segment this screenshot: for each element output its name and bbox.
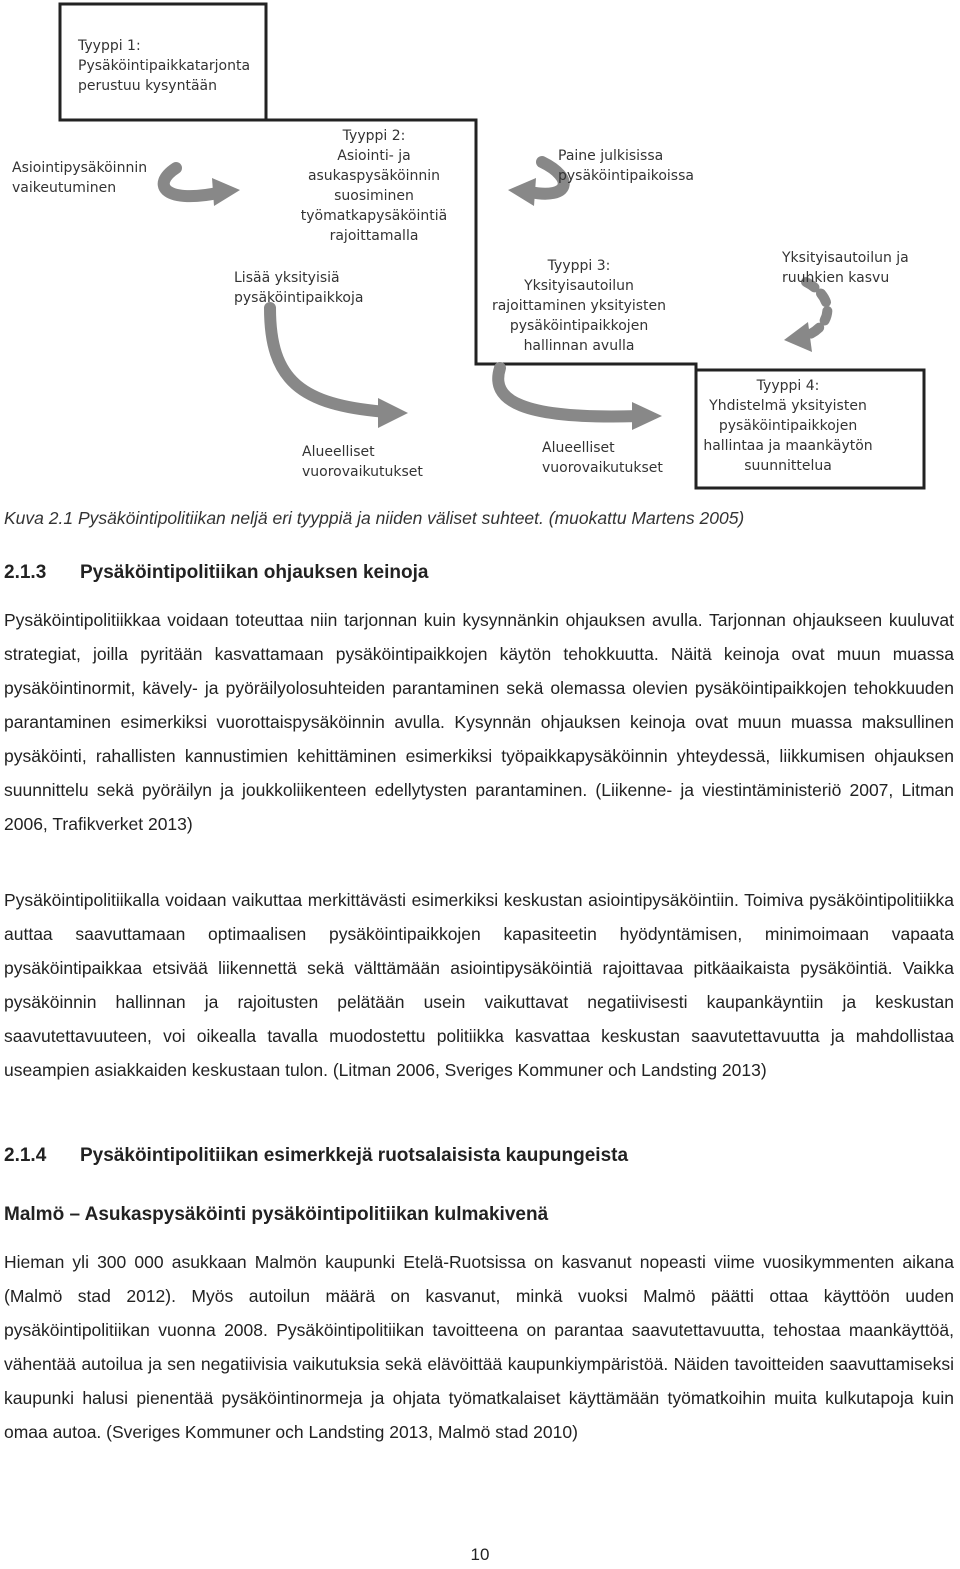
- section-title: Pysäköintipolitiikan ohjauksen keinoja: [80, 562, 429, 583]
- page-number: 10: [470, 1545, 490, 1564]
- section-heading-2-1-4: [4, 1145, 628, 1167]
- arrow-lisaa: [270, 308, 386, 412]
- figure-parking-policy-types: [0, 0, 960, 500]
- arrow-lisaa-head: [378, 398, 408, 428]
- paragraph-3: Hieman yli 300 000 asukkaan Malmön kaupunki Etelä-Ruotsissa on kasvanut nopeasti viime vuosikymmenten aikana (Malmö stad 2012). Myös autoilun määrä on kasvanut, minkä vuoksi Malmö päätti ottaa käyttöön uuden pysäköintipolitiikan vuonna 2008. Pysäköintipolitiikan tavoitteena on parantaa saavutettavuutta, tehostaa maankäyttöä, vähentää autoilua ja sen negatiivisia vaikutuksia sekä elävöittää kaupunkiympäristöä. Näiden tavoitteiden saavuttamiseksi kaupunki halusi pienentää pysäköintinormeja ja ohjata työmatkalaiset käyttämään työmatkoihin muita kulkutapoja kuin omaa autoa. (Sveriges Kommuner och Landsting 2013, Malmö stad 2010): [4, 1252, 954, 1442]
- arrow-alue2: [498, 368, 640, 417]
- label-asiointi-vaikeutuminen: Asiointipysäköinnin vaikeutuminen: [12, 160, 148, 196]
- section-title: Pysäköintipolitiikan esimerkkejä ruotsalaisista kaupungeista: [80, 1145, 629, 1166]
- section-number: 2.1.4: [4, 1145, 47, 1166]
- section-number: 2.1.3: [4, 562, 47, 583]
- arrow-alue2-head: [632, 402, 662, 430]
- label-paine-julkisissa: Paine julkisissa pysäköintipaikoissa: [558, 148, 694, 184]
- paragraph-2: Pysäköintipolitiikalla voidaan vaikuttaa merkittävästi esimerkiksi keskustan asiointipysäköintiin. Toimiva pysäköintipolitiikka auttaa saavuttamaan optimaalisen pysäköintipaikkojen kapasiteetin hyödyntämisen, minimoimaan vapaata pysäköintipaikkaa etsivää liikennettä sekä välttämään asiointipysäköintiä rajoittavaa pitkäaikaista pysäköintiä. Vaikka pysäköinnin hallinnan ja rajoitusten pelätään usein vaikuttavat negatiivisesti kaupankäyntiin ja keskustan saavutettavuuteen, voi oikealla tavalla muodostettu politiikka kasvattaa keskustan saavutettavuutta ja mahdollistaa useampien asiakkaiden keskustaan tulon. (Litman 2006, Sveriges Kommuner och Landsting 2013): [4, 890, 954, 1080]
- type1-label: Tyyppi 1: Pysäköintipaikkatarjonta perustuu kysyntään: [78, 38, 251, 94]
- label-alueelliset-1: Alueelliset vuorovaikutukset: [302, 444, 423, 480]
- label-lisaa-yksityisia: Lisää yksityisiä pysäköintipaikkoja: [234, 270, 364, 306]
- type3-label: Tyyppi 3: Yksityisautoilun rajoittaminen yksityisten pysäköintipaikkojen hallinnan avulla: [491, 258, 667, 354]
- subsection-heading-malmo: Malmö – Asukaspysäköinti pysäköintipolitiikan kulmakivenä: [4, 1204, 549, 1225]
- arrow-asiointi-head: [212, 178, 240, 206]
- label-alueelliset-2: Alueelliset vuorovaikutukset: [542, 440, 663, 476]
- arrow-yksityis-head: [784, 322, 812, 352]
- type2-label: Tyyppi 2: Asiointi- ja asukaspysäköinnin suosiminen työmatkapysäköintiä rajoittamalla: [300, 128, 448, 244]
- label-yksityisautoilun-kasvu: Yksityisautoilun ja ruuhkien kasvu: [782, 250, 909, 286]
- arrow-paine-head: [508, 178, 536, 206]
- section-heading-2-1-3: [4, 562, 428, 584]
- paragraph-1: Pysäköintipolitiikkaa voidaan toteuttaa niin tarjonnan kuin kysynnänkin ohjauksen avulla. Tarjonnan ohjaukseen kuuluvat strategiat, joilla pyritään kasvattamaan pysäköintipaikkojen käytön tehokkuutta. Näitä keinoja ovat muun muassa pysäköintinormit, kävely- ja pyöräilyolosuhteiden parantaminen sekä olemassa olevien pysäköintipaikkojen tehokkuuden parantaminen esimerkiksi vuorottaispysäköinnin avulla. Kysynnän ohjauksen keinoja ovat muun muassa maksullinen pysäköinti, rahallisten kannustimien kehittäminen esimerkiksi työpaikkapysäköinnin yhteydessä, liikkumisen ohjauksen suunnittelu sekä pyöräilyn ja joukkoliikenteen edellytysten parantaminen. (Liikenne- ja viestintäministeriö 2007, Litman 2006, Trafikverket 2013): [4, 610, 954, 834]
- type4-label: Tyyppi 4: Yhdistelmä yksityisten pysäköintipaikkojen hallintaa ja maankäytön suunnittelua: [703, 378, 873, 474]
- figure-caption: Kuva 2.1 Pysäköintipolitiikan neljä eri tyyppiä ja niiden väliset suhteet. (muokattu Martens 2005): [4, 508, 745, 528]
